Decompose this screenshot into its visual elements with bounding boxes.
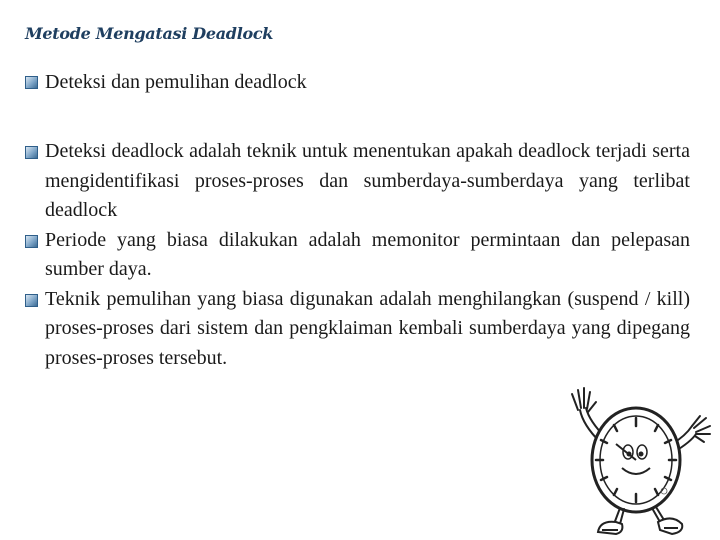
- bullet-text: Periode yang biasa dilakukan adalah memonitor permintaan dan pelepasan sumber daya.: [45, 228, 690, 280]
- square-bullet-icon: [25, 146, 38, 159]
- list-item: [25, 285, 690, 374]
- square-bullet-icon: [25, 235, 38, 248]
- bullet-text: Teknik pemulihan yang biasa digunakan adalah menghilangkan (suspend / kill) proses-proses dari sistem dan pengklaiman kembali sumberdaya yang dipegang proses-proses tersebut.: [45, 287, 690, 369]
- list-item: [25, 137, 690, 226]
- slide-title: Metode Mengatasi Deadlock: [25, 24, 274, 43]
- list-item: [25, 68, 690, 97]
- intro-bullet-text: Deteksi dan pemulihan deadlock: [45, 71, 307, 93]
- bullet-text: Deteksi deadlock adalah teknik untuk menentukan apakah deadlock terjadi serta mengidentifikasi proses-proses dan sumberdaya-sumberdaya yang terlibat deadlock: [45, 140, 690, 221]
- cartoon-clock-icon: [560, 372, 720, 540]
- clock-shoes: [598, 518, 682, 534]
- list-item: [25, 226, 690, 285]
- square-bullet-icon: [25, 76, 38, 89]
- clock-body: [592, 408, 680, 512]
- bullet-list: [25, 137, 690, 373]
- square-bullet-icon: [25, 294, 38, 307]
- intro-bullet: [25, 68, 690, 97]
